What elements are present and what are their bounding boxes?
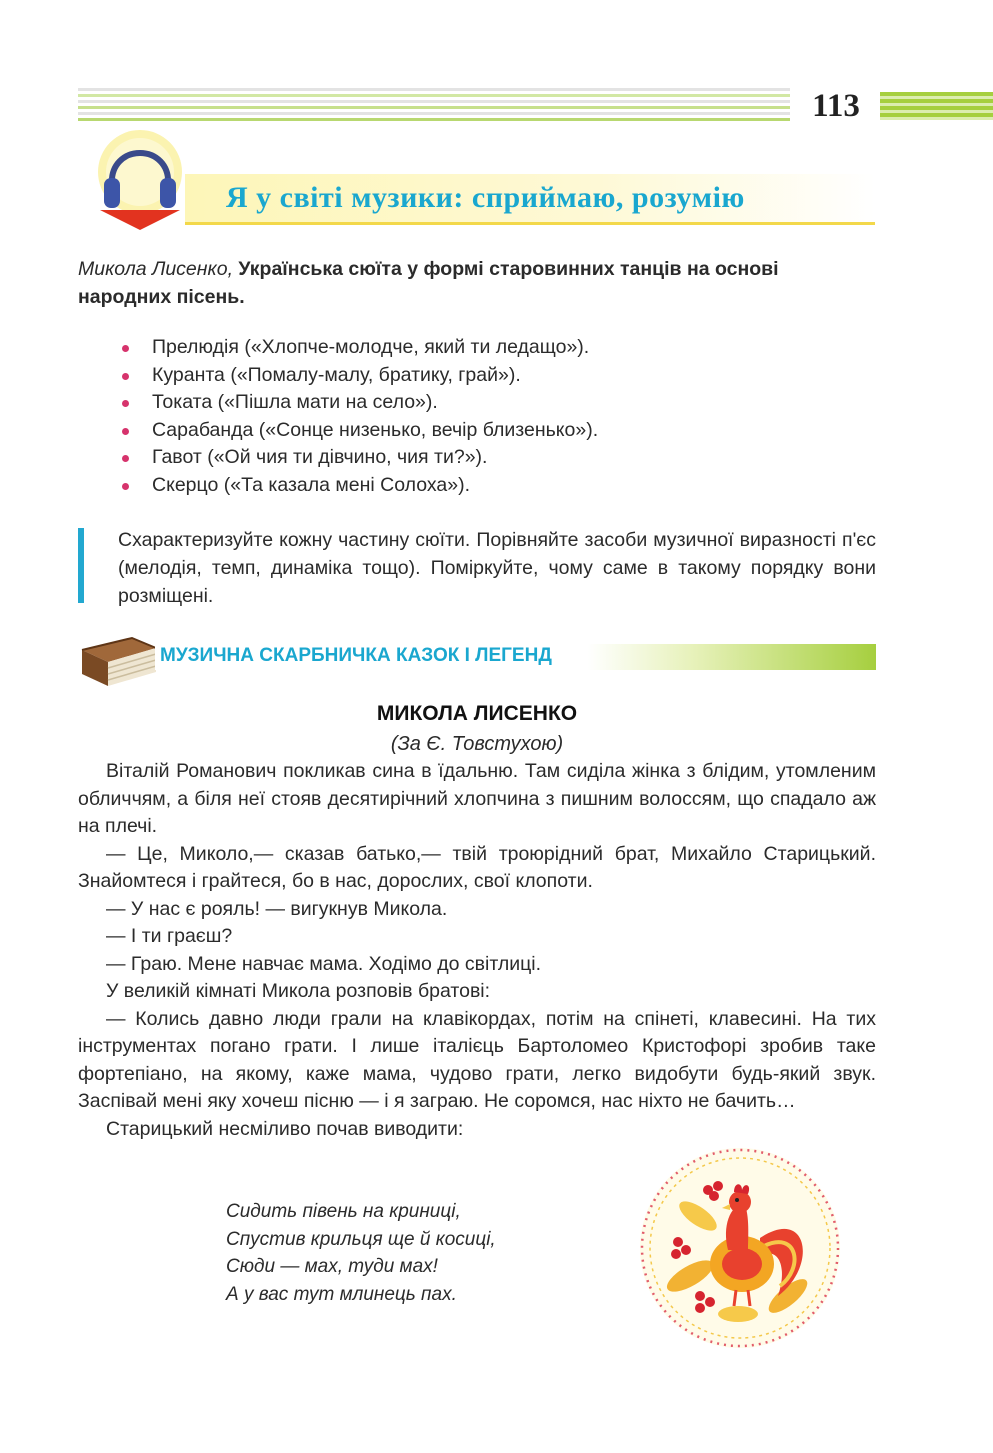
header-stripes	[78, 88, 790, 124]
bullet-icon	[122, 483, 129, 490]
section-title: Я у світі музики: сприймаю, розумію	[226, 181, 745, 214]
list-item: Скерцо («Та казала мені Солоха»).	[120, 472, 880, 500]
task-marker	[78, 528, 84, 603]
bullet-icon	[122, 428, 129, 435]
intro-paragraph	[78, 255, 876, 311]
list-item: Прелюдія («Хлопче-молодче, який ти ледащо»).	[120, 334, 880, 362]
page-number: 113	[812, 88, 860, 124]
list-item: Куранта («Помалу-малу, братику, грай»).	[120, 362, 880, 390]
story-body	[78, 758, 876, 1143]
story-paragraph: Віталій Романович покликав сина в їдальню. Там сиділа жінка з блідим, утомленим обличчям, а біля неї стояв десятирічний хлопчина з пишним волоссям, що спадало аж на плечі.	[78, 760, 876, 837]
composer-name: Микола Лисенко,	[78, 258, 233, 280]
story-paragraph: — Граю. Мене навчає мама. Ходімо до світлиці.	[106, 952, 542, 975]
bullet-icon	[122, 400, 129, 407]
story-paragraph: — Це, Миколо,— сказав батько,— твій троюрідний брат, Михайло Старицький. Знайомтеся і грайтеся, бо в нас, дорослих, свої клопоти.	[78, 842, 876, 892]
story-paragraph: Старицький несміливо почав виводити:	[106, 1117, 464, 1140]
bullet-icon	[122, 345, 129, 352]
story-paragraph: У великій кімнаті Микола розповів братові:	[106, 980, 491, 1002]
bullet-icon	[122, 455, 129, 462]
list-item: Токата («Пішла мати на село»).	[120, 389, 880, 417]
story-paragraph: — У нас є рояль! — вигукнув Микола.	[106, 897, 448, 920]
section-title-underline	[185, 222, 875, 225]
poem-line: Сидить півень на криниці,	[226, 1201, 461, 1222]
list-item: Гавот («Ой чия ти дівчино, чия ти?»).	[120, 444, 880, 472]
movements-list	[120, 334, 880, 499]
task-text: Схарактеризуйте кожну частину сюїти. Порівняйте засоби музичної виразності п'єс (мелодія, темп, динаміка тощо). Поміркуйте, чому саме в такому порядку вони розміщені.	[118, 529, 876, 607]
story-paragraph: — І ти граєш?	[106, 925, 233, 947]
list-item: Сарабанда («Сонце низенько, вечір близенько»).	[120, 417, 880, 445]
poem-line: Сюди — мах, туди мах!	[226, 1256, 438, 1277]
story-paragraph: — Колись давно люди грали на клавікордах, потім на спінеті, клавесині. На тих інструментах погано грати. І лише італієць Бартоломео Кристофорі зробив таке фортепіано, на якому, каже мама, чудово грати, легко видобути будь-який звук. Заспівай мені яку хочеш пісню — і я заграю. Не соромся, нас ніхто не бачить…	[78, 1007, 876, 1112]
bullet-icon	[122, 373, 129, 380]
story-credit: (За Є. Товстухою)	[390, 733, 564, 755]
subsection-heading: МУЗИЧНА СКАРБНИЧКА КАЗОК І ЛЕГЕНД	[160, 645, 552, 666]
story-title: МИКОЛА ЛИСЕНКО	[376, 702, 578, 725]
poem	[226, 1198, 626, 1308]
work-title: Українська сюїта у формі старовинних танців на основі народних пісень.	[78, 258, 779, 308]
rooster-ornament	[638, 1146, 842, 1350]
book-icon	[78, 624, 160, 694]
poem-line: А у вас тут млинець пах.	[226, 1283, 457, 1305]
header-stripes-right	[880, 92, 993, 120]
headphones-icon	[90, 128, 190, 233]
poem-line: Спустив крильця ще й косиці,	[226, 1228, 496, 1250]
